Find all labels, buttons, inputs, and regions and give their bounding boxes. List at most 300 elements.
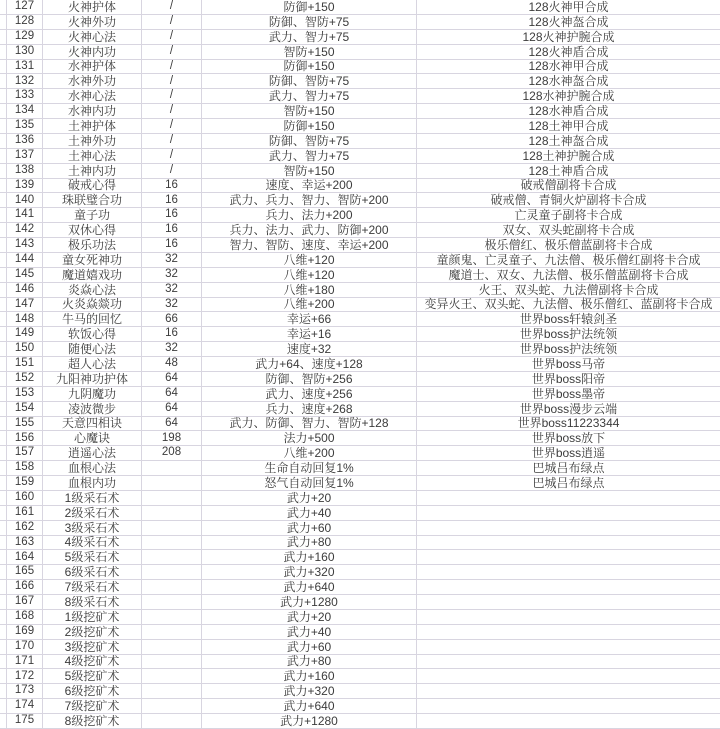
skill-name-cell[interactable]: 4级采石术 bbox=[43, 536, 142, 550]
skill-name-cell[interactable]: 2级采石术 bbox=[43, 506, 142, 520]
effect-cell[interactable]: 武力+320 bbox=[202, 684, 417, 698]
level-value-cell[interactable]: 16 bbox=[142, 179, 202, 193]
effect-cell[interactable]: 防御、智防+75 bbox=[202, 134, 417, 148]
skill-name-cell[interactable]: 水神心法 bbox=[43, 89, 142, 103]
source-cell[interactable] bbox=[417, 536, 720, 550]
effect-cell[interactable]: 武力+64、速度+128 bbox=[202, 357, 417, 371]
row-number-cell[interactable]: 165 bbox=[7, 565, 43, 579]
table-row bbox=[0, 357, 720, 372]
left-margin-spacer bbox=[0, 521, 7, 535]
level-value-cell[interactable] bbox=[142, 491, 202, 505]
skill-name-cell[interactable]: 4级挖矿术 bbox=[43, 655, 142, 669]
skill-name-cell[interactable]: 土神内功 bbox=[43, 164, 142, 178]
level-value-cell[interactable]: 32 bbox=[142, 342, 202, 356]
source-cell[interactable]: 128火神盔合成 bbox=[528, 14, 609, 29]
left-margin-spacer bbox=[0, 461, 7, 475]
row-number-cell[interactable]: 170 bbox=[7, 640, 43, 654]
level-value-cell[interactable]: 66 bbox=[142, 312, 202, 326]
row-number-cell[interactable]: 166 bbox=[7, 580, 43, 594]
source-cell[interactable] bbox=[417, 610, 720, 624]
effect-cell[interactable]: 武力+640 bbox=[202, 580, 417, 594]
level-value-cell[interactable] bbox=[142, 565, 202, 579]
source-cell[interactable] bbox=[417, 506, 720, 520]
level-value-cell[interactable]: 32 bbox=[142, 283, 202, 297]
effect-cell[interactable]: 智防+150 bbox=[202, 45, 417, 59]
effect-cell[interactable]: 智力、智防、速度、幸运+200 bbox=[202, 238, 417, 252]
source-cell[interactable] bbox=[417, 655, 720, 669]
row-number-cell[interactable]: 143 bbox=[7, 238, 43, 252]
level-value-cell[interactable] bbox=[142, 476, 202, 490]
table-row bbox=[0, 149, 720, 164]
source-cell[interactable]: 极乐僧红、极乐僧蓝副将卡合成 bbox=[484, 237, 653, 252]
row-number-cell[interactable]: 141 bbox=[7, 208, 43, 222]
source-cell[interactable]: 破戒僧副将卡合成 bbox=[520, 178, 617, 193]
table-row bbox=[0, 655, 720, 670]
level-value-cell[interactable]: / bbox=[142, 0, 202, 14]
row-number-cell[interactable]: 149 bbox=[7, 327, 43, 341]
left-margin-spacer bbox=[0, 164, 7, 178]
left-margin-spacer bbox=[0, 104, 7, 118]
level-value-cell[interactable] bbox=[142, 669, 202, 683]
left-margin-spacer bbox=[0, 179, 7, 193]
source-cell[interactable]: 巴城吕布绿点 bbox=[532, 475, 605, 490]
row-number-cell[interactable]: 127 bbox=[7, 0, 43, 14]
effect-cell[interactable]: 武力+40 bbox=[202, 625, 417, 639]
left-margin-spacer bbox=[0, 580, 7, 594]
level-value-cell[interactable]: 208 bbox=[142, 446, 202, 460]
row-number-cell[interactable]: 167 bbox=[7, 595, 43, 609]
skill-name-cell[interactable]: 魔道嬉戏功 bbox=[43, 268, 142, 282]
row-number-cell[interactable]: 151 bbox=[7, 357, 43, 371]
level-value-cell[interactable]: 16 bbox=[142, 327, 202, 341]
source-cell[interactable] bbox=[417, 684, 720, 698]
row-number-cell[interactable]: 138 bbox=[7, 164, 43, 178]
skill-name-cell[interactable]: 7级挖矿术 bbox=[43, 699, 142, 713]
source-cell[interactable]: 128水神盔合成 bbox=[528, 74, 609, 89]
row-number-cell[interactable]: 146 bbox=[7, 283, 43, 297]
table-row bbox=[0, 45, 720, 60]
level-value-cell[interactable]: / bbox=[142, 89, 202, 103]
source-cell[interactable]: 128火神甲合成 bbox=[528, 0, 609, 14]
source-cell[interactable]: 世界boss放下 bbox=[531, 431, 606, 446]
effect-cell[interactable]: 防御、智防+256 bbox=[202, 372, 417, 386]
level-value-cell[interactable]: / bbox=[142, 149, 202, 163]
level-value-cell[interactable] bbox=[142, 580, 202, 594]
effect-cell[interactable]: 兵力、法力、武力、防御+200 bbox=[202, 223, 417, 237]
level-value-cell[interactable] bbox=[142, 521, 202, 535]
skill-name-cell[interactable]: 炎焱心法 bbox=[43, 283, 142, 297]
row-number-cell[interactable]: 136 bbox=[7, 134, 43, 148]
level-value-cell[interactable] bbox=[142, 655, 202, 669]
skill-name-cell[interactable]: 8级采石术 bbox=[43, 595, 142, 609]
skill-name-cell[interactable]: 随便心法 bbox=[43, 342, 142, 356]
effect-cell[interactable]: 武力+320 bbox=[202, 565, 417, 579]
level-value-cell[interactable]: / bbox=[142, 30, 202, 44]
left-margin-spacer bbox=[0, 0, 7, 14]
source-cell[interactable] bbox=[417, 580, 720, 594]
level-value-cell[interactable]: / bbox=[142, 74, 202, 88]
effect-cell[interactable]: 武力、智力+75 bbox=[202, 89, 417, 103]
skill-name-cell[interactable]: 7级采石术 bbox=[43, 580, 142, 594]
table-row bbox=[0, 699, 720, 714]
table-row bbox=[0, 223, 720, 238]
source-cell[interactable]: 128土神盔合成 bbox=[528, 133, 609, 148]
table-row bbox=[0, 536, 720, 551]
level-value-cell[interactable]: 16 bbox=[142, 238, 202, 252]
level-value-cell[interactable]: 64 bbox=[142, 417, 202, 431]
skill-name-cell[interactable]: 心魔诀 bbox=[43, 431, 142, 445]
skill-name-cell[interactable]: 火神内功 bbox=[43, 45, 142, 59]
source-cell[interactable]: 世界boss漫步云端 bbox=[519, 401, 618, 416]
level-value-cell[interactable] bbox=[142, 625, 202, 639]
row-number-cell[interactable]: 174 bbox=[7, 699, 43, 713]
skill-name-cell[interactable]: 3级采石术 bbox=[43, 521, 142, 535]
row-number-cell[interactable]: 131 bbox=[7, 60, 43, 74]
skill-name-cell[interactable]: 1级挖矿术 bbox=[43, 610, 142, 624]
source-cell[interactable] bbox=[417, 669, 720, 683]
row-number-cell[interactable]: 130 bbox=[7, 45, 43, 59]
row-number-cell[interactable]: 128 bbox=[7, 15, 43, 29]
level-value-cell[interactable]: / bbox=[142, 134, 202, 148]
level-value-cell[interactable] bbox=[142, 699, 202, 713]
effect-cell[interactable]: 防御、智防+75 bbox=[202, 15, 417, 29]
effect-cell[interactable]: 防御、智防+75 bbox=[202, 74, 417, 88]
table-row bbox=[0, 312, 720, 327]
source-cell[interactable]: 世界boss护法统领 bbox=[519, 327, 618, 342]
skill-name-cell[interactable]: 血根心法 bbox=[43, 461, 142, 475]
skill-name-cell[interactable]: 土神心法 bbox=[43, 149, 142, 163]
source-cell[interactable] bbox=[417, 595, 720, 609]
left-margin-spacer bbox=[0, 357, 7, 371]
skill-name-cell[interactable]: 6级采石术 bbox=[43, 565, 142, 579]
source-cell[interactable] bbox=[417, 699, 720, 713]
table-row bbox=[0, 253, 720, 268]
skill-name-cell[interactable]: 双休心得 bbox=[43, 223, 142, 237]
row-number-cell[interactable]: 140 bbox=[7, 193, 43, 207]
table-row bbox=[0, 268, 720, 283]
row-number-cell[interactable]: 163 bbox=[7, 536, 43, 550]
row-number-cell[interactable]: 132 bbox=[7, 74, 43, 88]
level-value-cell[interactable] bbox=[142, 610, 202, 624]
table-row bbox=[0, 193, 720, 208]
left-margin-spacer bbox=[0, 506, 7, 520]
row-number-cell[interactable]: 175 bbox=[7, 714, 43, 728]
row-number-cell[interactable]: 156 bbox=[7, 431, 43, 445]
effect-cell[interactable]: 武力、智力+75 bbox=[202, 149, 417, 163]
skill-name-cell[interactable]: 5级采石术 bbox=[43, 550, 142, 564]
source-cell[interactable]: 128火神盾合成 bbox=[528, 44, 609, 59]
skill-name-cell[interactable]: 火炎焱燚功 bbox=[43, 298, 142, 312]
skill-name-cell[interactable]: 珠联璧合功 bbox=[43, 193, 142, 207]
left-margin-spacer bbox=[0, 640, 7, 654]
source-cell[interactable]: 世界boss轩辕剑圣 bbox=[519, 312, 618, 327]
effect-cell[interactable]: 八维+120 bbox=[202, 253, 417, 267]
row-number-cell[interactable]: 134 bbox=[7, 104, 43, 118]
effect-cell[interactable]: 武力+640 bbox=[202, 699, 417, 713]
table-row bbox=[0, 417, 720, 432]
row-number-cell[interactable]: 160 bbox=[7, 491, 43, 505]
source-cell[interactable]: 世界boss墨帝 bbox=[531, 386, 606, 401]
row-number-cell[interactable]: 144 bbox=[7, 253, 43, 267]
effect-cell[interactable]: 武力+60 bbox=[202, 521, 417, 535]
row-number-cell[interactable]: 164 bbox=[7, 550, 43, 564]
effect-cell[interactable]: 八维+200 bbox=[202, 298, 417, 312]
table-row bbox=[0, 387, 720, 402]
skill-name-cell[interactable]: 童女死神功 bbox=[43, 253, 142, 267]
level-value-cell[interactable]: 198 bbox=[142, 431, 202, 445]
level-value-cell[interactable]: / bbox=[142, 104, 202, 118]
level-value-cell[interactable]: / bbox=[142, 15, 202, 29]
skill-name-cell[interactable]: 极乐功法 bbox=[43, 238, 142, 252]
row-number-cell[interactable]: 133 bbox=[7, 89, 43, 103]
left-margin-spacer bbox=[0, 476, 7, 490]
source-cell[interactable]: 世界boss阳帝 bbox=[531, 371, 606, 386]
left-margin-spacer bbox=[0, 714, 7, 728]
left-margin-spacer bbox=[0, 446, 7, 460]
row-number-cell[interactable]: 148 bbox=[7, 312, 43, 326]
source-cell[interactable] bbox=[417, 521, 720, 535]
row-number-cell[interactable]: 172 bbox=[7, 669, 43, 683]
row-number-cell[interactable]: 171 bbox=[7, 655, 43, 669]
skill-name-cell[interactable]: 1级采石术 bbox=[43, 491, 142, 505]
effect-cell[interactable]: 武力+80 bbox=[202, 536, 417, 550]
skill-name-cell[interactable]: 童子功 bbox=[43, 208, 142, 222]
level-value-cell[interactable]: 32 bbox=[142, 298, 202, 312]
row-number-cell[interactable]: 153 bbox=[7, 387, 43, 401]
effect-cell[interactable]: 八维+120 bbox=[202, 268, 417, 282]
left-margin-spacer bbox=[0, 327, 7, 341]
effect-cell[interactable]: 武力+40 bbox=[202, 506, 417, 520]
table-row bbox=[0, 283, 720, 298]
level-value-cell[interactable]: 16 bbox=[142, 223, 202, 237]
row-number-cell[interactable]: 147 bbox=[7, 298, 43, 312]
source-cell[interactable]: 火王、双头蛇、九法僧副将卡合成 bbox=[478, 282, 659, 297]
effect-cell[interactable]: 速度、幸运+200 bbox=[202, 179, 417, 193]
skill-name-cell[interactable]: 8级挖矿术 bbox=[43, 714, 142, 728]
level-value-cell[interactable]: 64 bbox=[142, 402, 202, 416]
table-row bbox=[0, 714, 720, 729]
source-cell[interactable]: 世界boss马帝 bbox=[531, 356, 606, 371]
skill-name-cell[interactable]: 九阴魔功 bbox=[43, 387, 142, 401]
skill-name-cell[interactable]: 水神内功 bbox=[43, 104, 142, 118]
table-row bbox=[0, 446, 720, 461]
source-cell[interactable] bbox=[417, 550, 720, 564]
row-number-cell[interactable]: 154 bbox=[7, 402, 43, 416]
level-value-cell[interactable]: 32 bbox=[142, 268, 202, 282]
table-row bbox=[0, 476, 720, 491]
table-row bbox=[0, 580, 720, 595]
level-value-cell[interactable]: 64 bbox=[142, 372, 202, 386]
effect-cell[interactable]: 兵力、法力+200 bbox=[202, 208, 417, 222]
source-cell[interactable]: 双女、双头蛇副将卡合成 bbox=[502, 223, 635, 238]
effect-cell[interactable]: 武力、智力+75 bbox=[202, 30, 417, 44]
skill-name-cell[interactable]: 血根内功 bbox=[43, 476, 142, 490]
source-cell[interactable] bbox=[417, 714, 720, 728]
source-cell[interactable] bbox=[417, 565, 720, 579]
level-value-cell[interactable] bbox=[142, 461, 202, 475]
source-cell[interactable]: 世界boss11223344 bbox=[517, 416, 620, 431]
level-value-cell[interactable] bbox=[142, 536, 202, 550]
source-cell[interactable] bbox=[417, 625, 720, 639]
skill-name-cell[interactable]: 5级挖矿术 bbox=[43, 669, 142, 683]
level-value-cell[interactable]: / bbox=[142, 60, 202, 74]
skill-name-cell[interactable]: 土神护体 bbox=[43, 119, 142, 133]
table-row bbox=[0, 134, 720, 149]
effect-cell[interactable]: 武力+60 bbox=[202, 640, 417, 654]
effect-cell[interactable]: 武力+20 bbox=[202, 491, 417, 505]
table-row bbox=[0, 461, 720, 476]
table-row bbox=[0, 74, 720, 89]
source-cell[interactable]: 128火神护腕合成 bbox=[522, 29, 615, 44]
effect-cell[interactable]: 防御+150 bbox=[202, 119, 417, 133]
effect-cell[interactable]: 防御+150 bbox=[202, 0, 417, 14]
row-number-cell[interactable]: 169 bbox=[7, 625, 43, 639]
source-cell[interactable]: 亡灵童子副将卡合成 bbox=[514, 208, 623, 223]
effect-cell[interactable]: 幸运+66 bbox=[202, 312, 417, 326]
level-value-cell[interactable]: 64 bbox=[142, 387, 202, 401]
row-number-cell[interactable]: 162 bbox=[7, 521, 43, 535]
effect-cell[interactable]: 速度+32 bbox=[202, 342, 417, 356]
skill-name-cell[interactable]: 破戒心得 bbox=[43, 179, 142, 193]
effect-cell[interactable]: 武力、兵力、智力、智防+200 bbox=[202, 193, 417, 207]
table-row bbox=[0, 30, 720, 45]
source-cell[interactable]: 世界boss逍遥 bbox=[531, 446, 606, 461]
skill-name-cell[interactable]: 天意四相诀 bbox=[43, 417, 142, 431]
skill-name-cell[interactable]: 九阳神功护体 bbox=[43, 372, 142, 386]
effect-cell[interactable]: 八维+180 bbox=[202, 283, 417, 297]
effect-cell[interactable]: 八维+200 bbox=[202, 446, 417, 460]
table-row bbox=[0, 208, 720, 223]
effect-cell[interactable]: 兵力、速度+268 bbox=[202, 402, 417, 416]
level-value-cell[interactable] bbox=[142, 714, 202, 728]
source-cell[interactable] bbox=[417, 491, 720, 505]
row-number-cell[interactable]: 168 bbox=[7, 610, 43, 624]
skill-name-cell[interactable]: 火神心法 bbox=[43, 30, 142, 44]
table-row bbox=[0, 491, 720, 506]
source-cell[interactable]: 破戒僧、青铜火炉副将卡合成 bbox=[490, 193, 647, 208]
skill-name-cell[interactable]: 水神护体 bbox=[43, 60, 142, 74]
effect-cell[interactable]: 防御+150 bbox=[202, 60, 417, 74]
skill-name-cell[interactable]: 土神外功 bbox=[43, 134, 142, 148]
source-cell[interactable] bbox=[417, 640, 720, 654]
level-value-cell[interactable]: / bbox=[142, 45, 202, 59]
left-margin-spacer bbox=[0, 387, 7, 401]
row-number-cell[interactable]: 158 bbox=[7, 461, 43, 475]
level-value-cell[interactable]: / bbox=[142, 119, 202, 133]
level-value-cell[interactable]: / bbox=[142, 164, 202, 178]
source-cell[interactable]: 128水神护腕合成 bbox=[522, 89, 615, 104]
left-margin-spacer bbox=[0, 238, 7, 252]
left-margin-spacer bbox=[0, 699, 7, 713]
effect-cell[interactable]: 智防+150 bbox=[202, 164, 417, 178]
effect-cell[interactable]: 武力+160 bbox=[202, 550, 417, 564]
level-value-cell[interactable] bbox=[142, 550, 202, 564]
effect-cell[interactable]: 武力、防御、智力、智防+128 bbox=[202, 417, 417, 431]
effect-cell[interactable]: 怒气自动回复1% bbox=[202, 476, 417, 490]
effect-cell[interactable]: 武力、速度+256 bbox=[202, 387, 417, 401]
table-row bbox=[0, 521, 720, 536]
left-margin-spacer bbox=[0, 45, 7, 59]
table-row bbox=[0, 298, 720, 313]
effect-cell[interactable]: 法力+500 bbox=[202, 431, 417, 445]
left-margin-spacer bbox=[0, 655, 7, 669]
skill-name-cell[interactable]: 火神护体 bbox=[43, 0, 142, 14]
row-number-cell[interactable]: 159 bbox=[7, 476, 43, 490]
left-margin-spacer bbox=[0, 610, 7, 624]
level-value-cell[interactable]: 48 bbox=[142, 357, 202, 371]
row-number-cell[interactable]: 173 bbox=[7, 684, 43, 698]
row-number-cell[interactable]: 137 bbox=[7, 149, 43, 163]
skill-name-cell[interactable]: 3级挖矿术 bbox=[43, 640, 142, 654]
skill-name-cell[interactable]: 水神外功 bbox=[43, 74, 142, 88]
effect-cell[interactable]: 武力+80 bbox=[202, 655, 417, 669]
level-value-cell[interactable] bbox=[142, 506, 202, 520]
effect-cell[interactable]: 武力+1280 bbox=[202, 714, 417, 728]
skill-name-cell[interactable]: 超人心法 bbox=[43, 357, 142, 371]
source-cell[interactable]: 128土神甲合成 bbox=[528, 118, 609, 133]
source-cell[interactable]: 128土神盾合成 bbox=[528, 163, 609, 178]
level-value-cell[interactable] bbox=[142, 684, 202, 698]
effect-cell[interactable]: 武力+160 bbox=[202, 669, 417, 683]
source-cell[interactable]: 128水神甲合成 bbox=[528, 59, 609, 74]
left-margin-spacer bbox=[0, 669, 7, 683]
source-cell[interactable]: 童颜鬼、亡灵童子、九法僧、极乐僧红副将卡合成 bbox=[436, 252, 701, 267]
skill-name-cell[interactable]: 6级挖矿术 bbox=[43, 684, 142, 698]
source-cell[interactable]: 世界boss护法统领 bbox=[519, 342, 618, 357]
table-row bbox=[0, 550, 720, 565]
row-number-cell[interactable]: 145 bbox=[7, 268, 43, 282]
table-row bbox=[0, 610, 720, 625]
skill-name-cell[interactable]: 2级挖矿术 bbox=[43, 625, 142, 639]
effect-cell[interactable]: 武力+20 bbox=[202, 610, 417, 624]
row-number-cell[interactable]: 152 bbox=[7, 372, 43, 386]
row-number-cell[interactable]: 161 bbox=[7, 506, 43, 520]
source-cell[interactable]: 128土神护腕合成 bbox=[522, 148, 615, 163]
level-value-cell[interactable]: 16 bbox=[142, 193, 202, 207]
source-cell[interactable]: 魔道士、双女、九法僧、极乐僧蓝副将卡合成 bbox=[448, 267, 689, 282]
row-number-cell[interactable]: 129 bbox=[7, 30, 43, 44]
source-cell[interactable]: 变异火王、双头蛇、九法僧、极乐僧红、蓝副将卡合成 bbox=[424, 297, 713, 312]
source-cell[interactable]: 巴城吕布绿点 bbox=[532, 461, 605, 476]
effect-cell[interactable]: 生命自动回复1% bbox=[202, 461, 417, 475]
skill-name-cell[interactable]: 牛马的回忆 bbox=[43, 312, 142, 326]
row-number-cell[interactable]: 135 bbox=[7, 119, 43, 133]
skill-name-cell[interactable]: 火神外功 bbox=[43, 15, 142, 29]
left-margin-spacer bbox=[0, 134, 7, 148]
effect-cell[interactable]: 武力+1280 bbox=[202, 595, 417, 609]
skill-name-cell[interactable]: 逍遥心法 bbox=[43, 446, 142, 460]
level-value-cell[interactable]: 16 bbox=[142, 208, 202, 222]
level-value-cell[interactable]: 32 bbox=[142, 253, 202, 267]
row-number-cell[interactable]: 139 bbox=[7, 179, 43, 193]
row-number-cell[interactable]: 155 bbox=[7, 417, 43, 431]
left-margin-spacer bbox=[0, 89, 7, 103]
effect-cell[interactable]: 幸运+16 bbox=[202, 327, 417, 341]
source-cell[interactable]: 128水神盾合成 bbox=[528, 104, 609, 119]
row-number-cell[interactable]: 142 bbox=[7, 223, 43, 237]
row-number-cell[interactable]: 157 bbox=[7, 446, 43, 460]
left-margin-spacer bbox=[0, 268, 7, 282]
level-value-cell[interactable] bbox=[142, 595, 202, 609]
skill-name-cell[interactable]: 凌波微步 bbox=[43, 402, 142, 416]
level-value-cell[interactable] bbox=[142, 640, 202, 654]
effect-cell[interactable]: 智防+150 bbox=[202, 104, 417, 118]
row-number-cell[interactable]: 150 bbox=[7, 342, 43, 356]
skill-name-cell[interactable]: 软饭心得 bbox=[43, 327, 142, 341]
table-row bbox=[0, 595, 720, 610]
table-row bbox=[0, 60, 720, 75]
table-row bbox=[0, 506, 720, 521]
